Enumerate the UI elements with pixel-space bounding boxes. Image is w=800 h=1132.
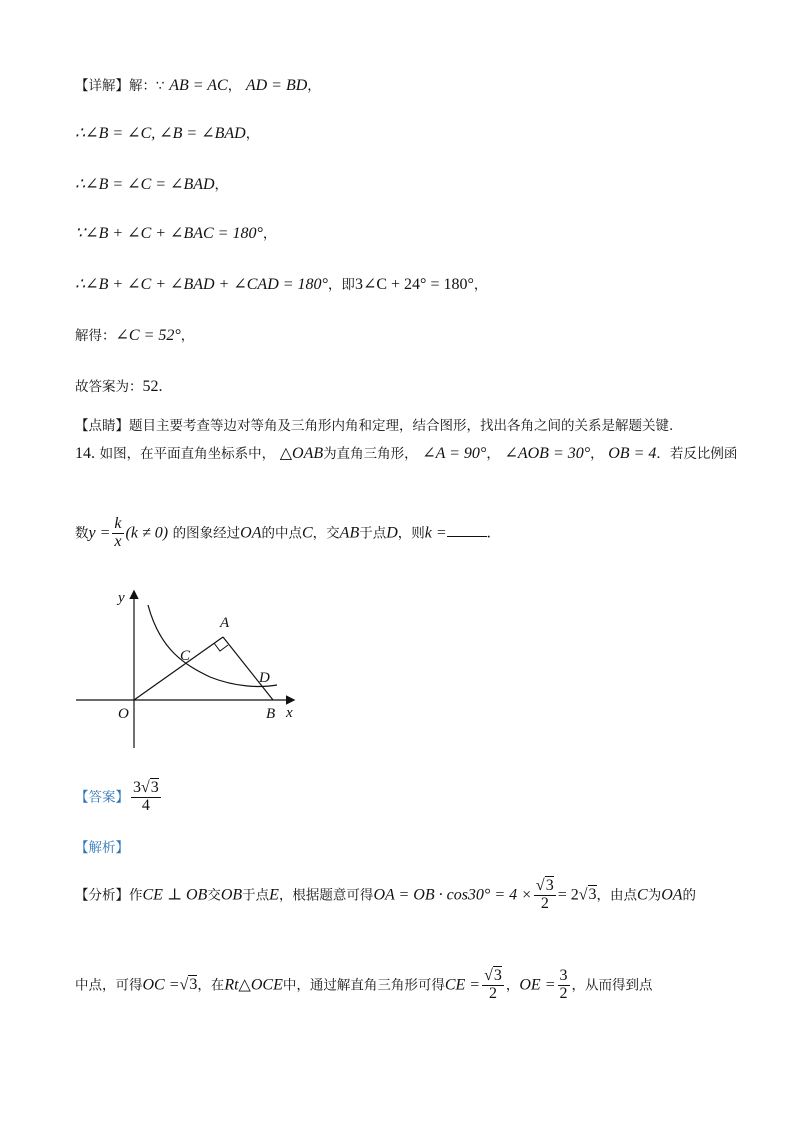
q14-angle-aob: ∠AOB = 30° — [504, 445, 591, 462]
q14-t4: 数 — [75, 525, 89, 542]
detail-l7-prefix: 故答案为： — [75, 379, 143, 395]
fenxi-l2-t1: 中点，可得 — [75, 977, 143, 994]
label-y: y — [118, 590, 125, 606]
detail-line-6: 解得：∠C = 52°， — [75, 327, 195, 344]
detail-line-3: ∴∠B = ∠C = ∠BAD， — [75, 176, 229, 193]
fenxi-oe: OE = — [519, 976, 556, 994]
fenxi-eq1-frac: $\frac{√3}{2}$ — [535, 877, 554, 912]
fenxi-ce-sqrt: 3 — [493, 967, 502, 984]
q14-d: D — [386, 524, 398, 542]
q14-func-den: x — [114, 532, 122, 550]
fenxi-oa: OA — [661, 886, 683, 904]
q14-func-y: y = — [88, 524, 111, 542]
comment-text: 题目主要考查等边对等角及三角形内角和定理，结合图形，找出各角之间的关系是解题关键. — [129, 418, 674, 434]
detail-l7-val: 52 — [142, 378, 159, 395]
detail-l6-prefix: 解得： — [75, 328, 116, 344]
q14-t2: 为直角三角形， — [323, 446, 418, 462]
q14-func-num: k — [114, 515, 122, 532]
label-o: O — [118, 706, 129, 722]
fenxi-comma: ， — [505, 977, 520, 994]
q14-ab: AB — [339, 524, 360, 542]
label-d: D — [259, 670, 270, 686]
q14-t10: . — [486, 524, 491, 542]
fenxi-t1: 作 — [129, 887, 143, 904]
fenxi-ce-den: 2 — [488, 984, 497, 1002]
detail-l2: ∴∠B = ∠C, ∠B = ∠BAD — [75, 125, 246, 142]
fenxi-ce-frac: $\frac{√3}{2}$ — [484, 967, 502, 1002]
answer-line — [75, 780, 163, 815]
fenxi-oc-sqrt: 3 — [189, 976, 198, 994]
fenxi-l2-t3: 中，通过解直角三角形可得 — [282, 977, 445, 994]
answer-num: 3 — [133, 779, 141, 796]
detail-l3: ∴∠B = ∠C = ∠BAD — [75, 176, 215, 193]
fenxi-t7: 的 — [682, 887, 697, 904]
comment-line — [75, 414, 673, 434]
detail-line-5: ∴∠B + ∠C + ∠BAD + ∠CAD = 180°，即3∠C + 24° = 180°， — [75, 276, 488, 293]
q14-number: 14. — [75, 445, 95, 462]
fenxi-l2-t4: ，从而得到点 — [571, 977, 653, 994]
detail-line-2: ∴∠B = ∠C, ∠B = ∠BAD， — [75, 125, 260, 142]
answer-fraction: $\frac{3√3}{4}$ — [133, 779, 159, 814]
q14-t6: 的中点 — [261, 525, 302, 542]
detail-line-4: ∵∠B + ∠C + ∠BAC = 180°， — [75, 225, 277, 242]
fenxi-ce: CE = — [444, 976, 481, 994]
fenxi-eq1-res-sqrt: 3 — [588, 886, 597, 904]
detail-l1-prefix: 解：∵ — [129, 78, 165, 94]
detail-l4: ∵∠B + ∠C + ∠BAC = 180° — [75, 225, 263, 242]
detail-l5-eq: ∴∠B + ∠C + ∠BAD + ∠CAD = 180° — [75, 276, 328, 293]
detail-line-1: 【详解】解：∵ AB = AC， AD = BD， — [75, 77, 321, 94]
right-angle-mark — [214, 643, 228, 651]
fenxi-eq1-den: 2 — [540, 894, 549, 912]
q14-func-frac — [112, 516, 123, 551]
q14-k-eq: k = — [424, 524, 447, 542]
answer-sqrt-arg: 3 — [150, 779, 159, 796]
q14-triangle: △OAB — [279, 445, 324, 462]
detail-l6-eq: ∠C = 52° — [115, 327, 181, 344]
fenxi-t5: ，由点 — [596, 887, 638, 904]
detail-l1-eq2: AD = BD — [245, 77, 308, 94]
comment-tag: 【点睛】 — [75, 418, 129, 434]
label-a: A — [220, 615, 230, 631]
analysis-tag: 【解析】 — [75, 840, 129, 856]
fenxi-line-2: 中点，可得OC =√3，在Rt△OCE中，通过解直角三角形可得CE = $\frac{√3}{2}$ ，OE = $\frac{3}{2}$ ，从而得到点 — [75, 967, 653, 1002]
fenxi-eq1: OA = OB · cos30° = 4 × — [373, 886, 532, 904]
fenxi-t3: 于点 — [242, 887, 270, 904]
fenxi-eq1-num-sqrt: 3 — [545, 877, 554, 894]
q14-oa: OA — [240, 524, 262, 542]
q14-ob: OB = 4 — [608, 445, 657, 462]
q14-t1: 如图，在平面直角坐标系中， — [99, 446, 276, 462]
fenxi-oe-den: 2 — [559, 984, 568, 1002]
fenxi-line-1: 【分析】作CE ⊥ OB交OB于点E，根据题意可得OA = OB · cos30° = 4 × $\frac{√3}{2}$ = 2√3，由点C为OA的 — [75, 877, 697, 912]
q14-t8: 于点 — [359, 525, 387, 542]
fenxi-ce-perp: CE ⊥ OB — [142, 886, 208, 904]
detail-tag: 【详解】 — [75, 78, 129, 94]
detail-l5-mid: ，即 — [327, 277, 355, 293]
fenxi-eq1-res: = 2 — [557, 886, 579, 904]
q14-t9: ，则 — [397, 525, 425, 542]
label-c: C — [180, 648, 191, 664]
q14-t3: ．若反比例函 — [656, 446, 738, 462]
fenxi-t6: 为 — [647, 887, 662, 904]
q14-c: C — [302, 524, 313, 542]
fenxi-t4: ，根据题意可得 — [278, 887, 374, 904]
fenxi-l2-t2: ，在 — [197, 977, 225, 994]
q14-line-1: 14. 如图，在平面直角坐标系中， △OAB为直角三角形， ∠A = 90°， ∠AOB = 30°， OB = 4．若反比例函 — [75, 445, 738, 462]
fenxi-rt: Rt△OCE — [224, 976, 283, 994]
q14-t5: 的图象经过 — [172, 525, 241, 542]
fenxi-oe-num: 3 — [559, 967, 568, 984]
label-x: x — [286, 705, 293, 721]
segment-oa — [134, 637, 223, 700]
fenxi-ob: OB — [220, 886, 243, 904]
fenxi-e: E — [269, 886, 279, 904]
q14-t7: ，交 — [312, 525, 340, 542]
analysis-line — [75, 836, 129, 856]
coordinate-graph — [60, 580, 310, 760]
q14-func-cond: (k ≠ 0) — [125, 524, 169, 542]
detail-line-7: 故答案为：52. — [75, 378, 163, 395]
fenxi-tag: 【分析】 — [75, 887, 129, 904]
q14-line-2 — [75, 516, 491, 551]
answer-blank — [447, 524, 487, 537]
segment-ab — [223, 637, 273, 700]
answer-tag: 【答案】 — [75, 789, 129, 806]
answer-den: 4 — [141, 796, 150, 814]
fenxi-oe-frac — [558, 968, 570, 1003]
fenxi-oc: OC = — [142, 976, 180, 994]
label-b: B — [266, 706, 276, 722]
detail-l5-eq2: 3∠C + 24° = 180° — [354, 276, 474, 293]
fenxi-c: C — [637, 886, 648, 904]
hyperbola-curve — [148, 605, 277, 686]
detail-l1-eq1: AB = AC — [169, 77, 228, 94]
fenxi-t2: 交 — [207, 887, 221, 904]
q14-angle-a: ∠A = 90° — [422, 445, 487, 462]
